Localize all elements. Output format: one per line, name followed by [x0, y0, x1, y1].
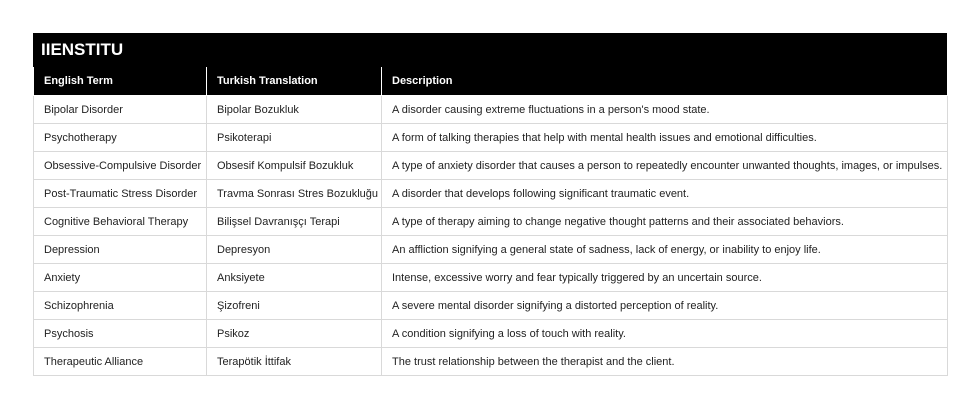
turkish-translation-cell: Bilişsel Davranışçı Terapi	[207, 208, 382, 236]
table-row	[34, 180, 948, 208]
turkish-translation-cell: Psikoterapi	[207, 124, 382, 152]
english-term-cell: Psychosis	[34, 320, 207, 348]
turkish-translation-cell: Depresyon	[207, 236, 382, 264]
turkish-translation-cell: Şizofreni	[207, 292, 382, 320]
description-cell: An affliction signifying a general state of sadness, lack of energy, or inability to enjoy life.	[382, 236, 948, 264]
description-cell: A disorder that develops following significant traumatic event.	[382, 180, 948, 208]
table-row	[34, 348, 948, 376]
table-row	[34, 96, 948, 124]
turkish-translation-cell: Psikoz	[207, 320, 382, 348]
english-term-cell: Obsessive-Compulsive Disorder	[34, 152, 207, 180]
description-cell: A type of anxiety disorder that causes a person to repeatedly encounter unwanted thoughts, images, or impulses.	[382, 152, 948, 180]
table-row	[34, 236, 948, 264]
turkish-translation-cell: Bipolar Bozukluk	[207, 96, 382, 124]
column-header-english: English Term	[34, 67, 207, 96]
turkish-translation-cell: Obsesif Kompulsif Bozukluk	[207, 152, 382, 180]
table-row	[34, 124, 948, 152]
table-row	[34, 264, 948, 292]
table-header-row	[34, 67, 948, 96]
description-cell: A condition signifying a loss of touch with reality.	[382, 320, 948, 348]
description-cell: A severe mental disorder signifying a distorted perception of reality.	[382, 292, 948, 320]
glossary-table-frame	[33, 33, 947, 376]
table-row	[34, 208, 948, 236]
description-cell: A form of talking therapies that help with mental health issues and emotional difficulties.	[382, 124, 948, 152]
glossary-table	[33, 67, 948, 376]
english-term-cell: Bipolar Disorder	[34, 96, 207, 124]
column-header-description: Description	[382, 67, 948, 96]
english-term-cell: Schizophrenia	[34, 292, 207, 320]
description-cell: A disorder causing extreme fluctuations in a person's mood state.	[382, 96, 948, 124]
english-term-cell: Depression	[34, 236, 207, 264]
column-header-turkish: Turkish Translation	[207, 67, 382, 96]
english-term-cell: Psychotherapy	[34, 124, 207, 152]
description-cell: The trust relationship between the therapist and the client.	[382, 348, 948, 376]
description-cell: A type of therapy aiming to change negative thought patterns and their associated behaviors.	[382, 208, 948, 236]
english-term-cell: Cognitive Behavioral Therapy	[34, 208, 207, 236]
turkish-translation-cell: Terapötik İttifak	[207, 348, 382, 376]
table-row	[34, 320, 948, 348]
english-term-cell: Therapeutic Alliance	[34, 348, 207, 376]
turkish-translation-cell: Anksiyete	[207, 264, 382, 292]
brand-title: IIENSTITU	[33, 33, 947, 67]
table-row	[34, 152, 948, 180]
english-term-cell: Anxiety	[34, 264, 207, 292]
turkish-translation-cell: Travma Sonrası Stres Bozukluğu	[207, 180, 382, 208]
description-cell: Intense, excessive worry and fear typically triggered by an uncertain source.	[382, 264, 948, 292]
table-row	[34, 292, 948, 320]
english-term-cell: Post-Traumatic Stress Disorder	[34, 180, 207, 208]
